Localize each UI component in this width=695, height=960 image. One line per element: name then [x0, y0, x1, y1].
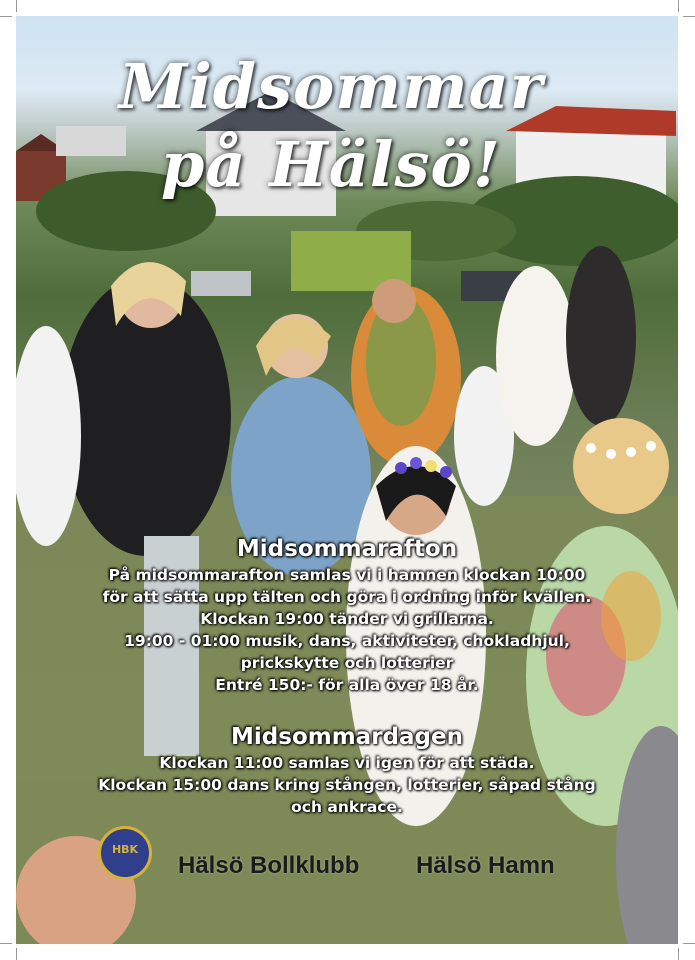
text-line: På midsommarafton samlas vi i hamnen klockan 10:00 — [108, 566, 586, 584]
poster-title-line1: Midsommar — [118, 50, 544, 123]
sponsor-harbor: Hälsö Hamn — [416, 852, 555, 879]
text-line: för att sätta upp tälten och göra i ordning inför kvällen. — [102, 588, 592, 606]
text-line: och ankrace. — [291, 798, 403, 816]
crop-mark — [16, 0, 17, 12]
crop-mark — [683, 943, 695, 944]
text-line: Klockan 19:00 tänder vi grillarna. — [200, 610, 494, 628]
text-line: Entré 150:- för alla över 18 år. — [215, 676, 479, 694]
crop-mark — [678, 0, 679, 12]
sponsor-club: Hälsö Bollklubb — [178, 852, 360, 879]
section-heading: Midsommarafton — [236, 536, 458, 562]
section-midsommardagen — [16, 722, 678, 818]
section-heading: Midsommardagen — [231, 724, 463, 750]
text-line: Klockan 15:00 dans kring stången, lotterier, såpad stång — [98, 776, 596, 794]
text-line: 19:00 - 01:00 musik, dans, aktiviteter, chokladhjul, — [124, 632, 570, 650]
crop-mark — [0, 943, 12, 944]
club-logo — [98, 826, 152, 880]
crop-mark — [683, 16, 695, 17]
crop-mark — [678, 948, 679, 960]
crop-mark — [0, 16, 12, 17]
text-line: prickskytte och lotterier — [240, 654, 454, 672]
crop-mark — [16, 948, 17, 960]
text-line: Klockan 11:00 samlas vi igen för att städa. — [159, 754, 535, 772]
poster-title-line2: på Hälsö! — [161, 128, 501, 201]
logo-text: HBK — [111, 843, 139, 856]
section-midsommarafton — [16, 534, 678, 696]
